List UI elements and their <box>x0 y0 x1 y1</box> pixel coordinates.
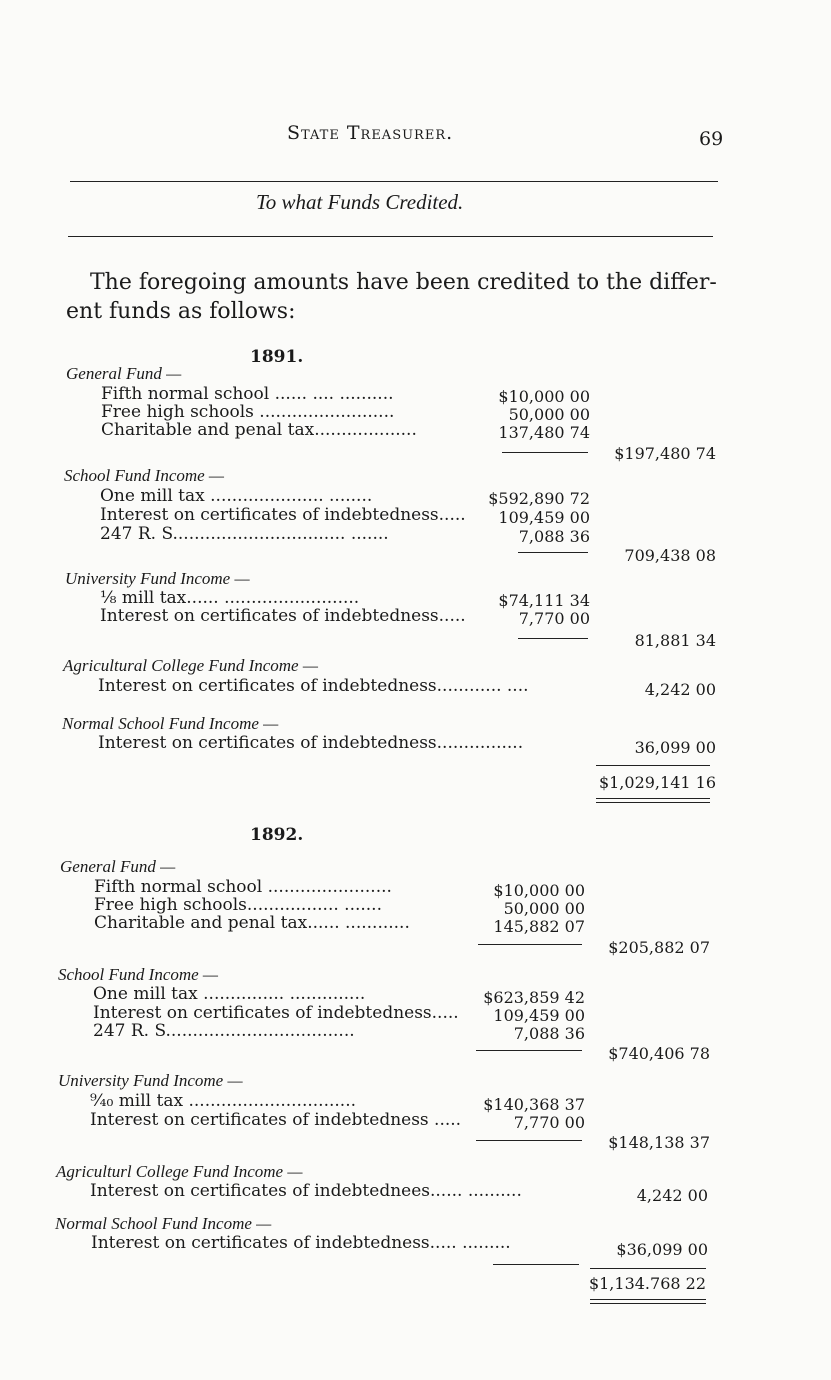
item-label: Fifth normal school ...... .... .......... <box>101 384 394 404</box>
item-label: Fifth normal school ....................... <box>94 877 392 897</box>
grand-total-1891: $1,029,141 16 <box>598 773 716 792</box>
item-label: ⅛ mill tax...... ......................... <box>100 588 360 608</box>
fund-title-school-1891: School Fund Income — <box>64 466 225 485</box>
year-heading-1892: 1892. <box>250 825 304 845</box>
fund-title-university-1891: University Fund Income — <box>65 569 250 588</box>
intro-line-2: ent funds as follows: <box>66 299 296 324</box>
fund-title-school-1892: School Fund Income — <box>58 965 219 984</box>
item-label: One mill tax ............... .............. <box>93 984 366 1004</box>
fund-title-general-1891: General Fund — <box>66 364 182 383</box>
fund-total: 4,242 00 <box>636 1186 708 1205</box>
subtotal-rule <box>476 1050 582 1051</box>
item-amount: 50,000 00 <box>503 899 585 918</box>
fund-total: $740,406 78 <box>608 1044 710 1063</box>
item-amount: $74,111 34 <box>498 591 590 610</box>
fund-total: 81,881 34 <box>634 631 716 650</box>
grand-total-double-rule <box>590 1299 706 1304</box>
item-label: Interest on certificates of indebtedness..... <box>100 505 466 525</box>
item-amount: $10,000 00 <box>498 387 590 406</box>
item-label: 247 R. S................................... <box>93 1021 355 1041</box>
fund-title-normal-1892: Normal School Fund Income — <box>55 1214 272 1233</box>
header-rule <box>70 181 718 182</box>
item-label: Interest on certificates of indebtedness ..... <box>90 1110 462 1130</box>
fund-title-university-1892: University Fund Income — <box>58 1071 243 1090</box>
item-label: ⁹⁄₄₀ mill tax ............................... <box>90 1091 356 1111</box>
item-label: Interest on certificates of indebtednees...... .......... <box>90 1181 522 1201</box>
item-amount: $10,000 00 <box>493 881 585 900</box>
item-label: Charitable and penal tax................... <box>101 420 417 440</box>
item-label: One mill tax ..................... ........ <box>100 486 373 506</box>
item-amount: $140,368 37 <box>483 1095 585 1114</box>
intro-paragraph <box>66 268 720 326</box>
subtotal-rule <box>478 944 582 945</box>
fund-title-agricultural-1892: Agriculturl College Fund Income — <box>56 1162 303 1181</box>
fund-total: 36,099 00 <box>634 738 716 757</box>
total-rule <box>493 1264 579 1265</box>
item-label: Charitable and penal tax...... ............ <box>94 913 410 933</box>
fund-total: $148,138 37 <box>608 1133 710 1152</box>
total-rule <box>590 1268 706 1269</box>
section-subtitle: To what Funds Credited. <box>256 190 464 214</box>
grand-total-double-rule <box>596 798 710 803</box>
item-amount: 137,480 74 <box>498 423 590 442</box>
grand-total-1892: $1,134.768 22 <box>588 1274 706 1293</box>
item-label: Free high schools ......................... <box>101 402 395 422</box>
fund-title-normal-1891: Normal School Fund Income — <box>62 714 279 733</box>
year-heading-1891: 1891. <box>250 347 304 367</box>
item-label: Interest on certificates of indebtedness............ .... <box>98 676 529 696</box>
subtotal-rule <box>476 1140 582 1141</box>
running-header-title: State Treasurer. <box>287 122 454 144</box>
total-rule <box>596 765 710 766</box>
item-amount: $592,890 72 <box>488 489 590 508</box>
item-amount: 109,459 00 <box>498 508 590 527</box>
item-label: Interest on certificates of indebtedness..... ......... <box>91 1233 511 1253</box>
fund-total: 709,438 08 <box>624 546 716 565</box>
fund-total: $205,882 07 <box>608 938 710 957</box>
item-label: Interest on certificates of indebtedness..... <box>100 606 466 626</box>
fund-title-agricultural-1891: Agricultural College Fund Income — <box>63 656 318 675</box>
item-amount: 109,459 00 <box>493 1006 585 1025</box>
fund-total: 4,242 00 <box>644 680 716 699</box>
item-amount: 7,088 36 <box>513 1024 585 1043</box>
item-label: Interest on certificates of indebtedness..... <box>93 1003 459 1023</box>
item-amount: 145,882 07 <box>493 917 585 936</box>
item-amount: $623,859 42 <box>483 988 585 1007</box>
item-label: Interest on certificates of indebtedness................ <box>98 733 524 753</box>
page-number: 69 <box>699 128 724 150</box>
subtitle-rule <box>68 236 713 237</box>
item-amount: 7,770 00 <box>518 609 590 628</box>
fund-total: $36,099 00 <box>616 1240 708 1259</box>
item-amount: 7,770 00 <box>513 1113 585 1132</box>
item-amount: 7,088 36 <box>518 527 590 546</box>
item-amount: 50,000 00 <box>508 405 590 424</box>
fund-title-general-1892: General Fund — <box>60 857 176 876</box>
fund-total: $197,480 74 <box>614 444 716 463</box>
item-label: Free high schools................. ....... <box>94 895 382 915</box>
intro-line-1: The foregoing amounts have been credited to the differ- <box>90 270 717 295</box>
item-label: 247 R. S................................ ....... <box>100 524 389 544</box>
